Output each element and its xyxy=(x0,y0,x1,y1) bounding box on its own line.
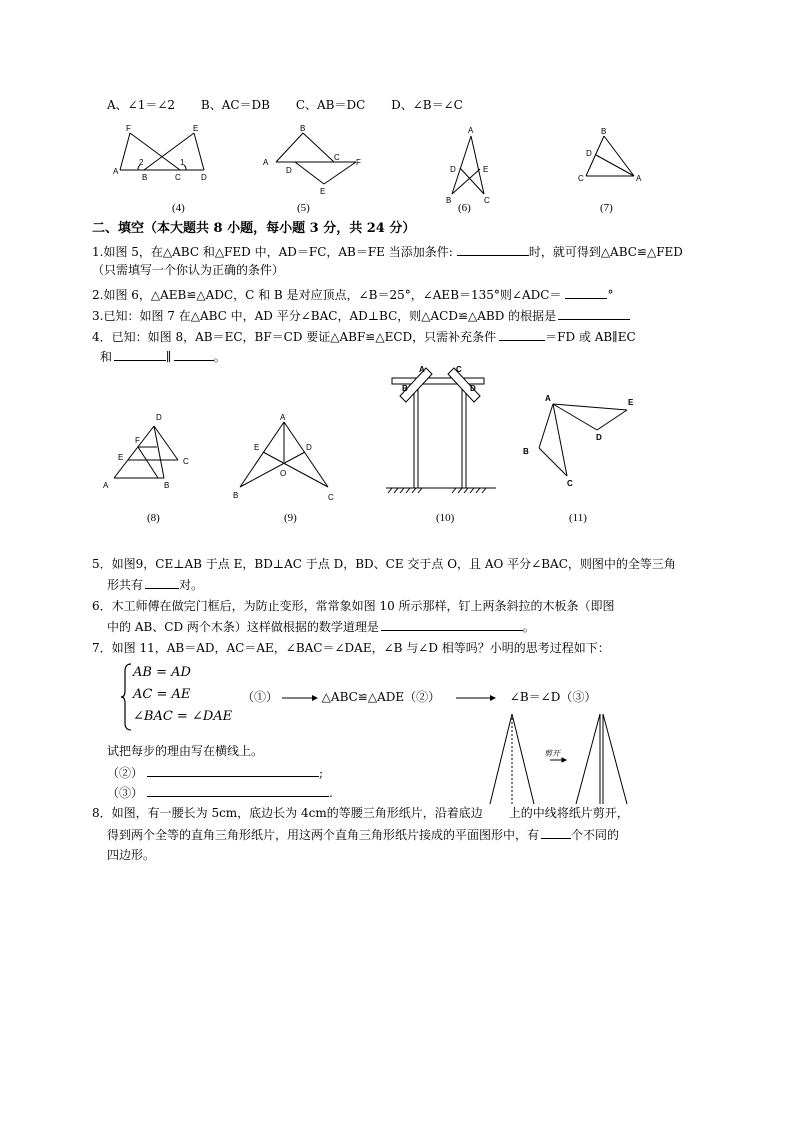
fig10-label-d: D xyxy=(470,384,476,393)
figure-11 xyxy=(515,388,645,493)
fig8-label-b: B xyxy=(164,481,170,490)
figure-6 xyxy=(440,124,500,206)
caption-4: (4) xyxy=(172,202,185,214)
fig6-label-b: B xyxy=(446,196,452,205)
section-2-title: 二、填空（本大题共 8 小题，每小题 3 分，共 24 分） xyxy=(92,221,416,236)
reason-2-blank[interactable] xyxy=(147,764,319,777)
fig4-label-1: 1 xyxy=(180,158,185,167)
fig8-label-d: D xyxy=(156,413,162,422)
option-d: D、∠B＝∠C xyxy=(391,98,463,112)
fig5-label-b: B xyxy=(300,124,306,133)
question-4-line-2: 和 ∥ 。 xyxy=(100,350,226,364)
question-8-line-3: 四边形。 xyxy=(107,848,156,862)
q1-answer-blank[interactable] xyxy=(457,243,529,256)
fig5-label-c: C xyxy=(334,153,340,162)
fig7-label-b: B xyxy=(601,127,607,136)
fig4-label-2: 2 xyxy=(139,158,144,167)
equation-1: AB = AD xyxy=(133,665,191,680)
caption-8: (8) xyxy=(147,512,160,524)
fig6-label-e: E xyxy=(483,165,489,174)
fig8-label-f: F xyxy=(135,436,140,445)
fig4-label-e: E xyxy=(193,124,199,133)
fig4-label-f: F xyxy=(126,124,131,133)
fig6-label-a: A xyxy=(468,126,474,135)
caption-11: (11) xyxy=(569,512,587,524)
fig5-label-d: D xyxy=(286,166,292,175)
fig10-label-c: C xyxy=(456,365,462,374)
answer-options xyxy=(107,97,463,113)
question-8-line-1: 8．如图，有一腰长为 5cm，底边长为 4cm的等腰三角形纸片，沿着底边 上的中线将纸片剪开， xyxy=(92,806,629,820)
caption-7: (7) xyxy=(600,202,613,214)
step-2: △ABC≌△ADE（②） xyxy=(321,690,441,704)
fig4-label-a: A xyxy=(113,167,119,176)
fig9-label-o: O xyxy=(280,469,287,478)
step-1: （①） xyxy=(242,690,279,704)
fig10-label-a: A xyxy=(419,365,425,374)
question-8-line-2: 得到两个全等的直角三角形纸片，用这两个直角三角形纸片接成的平面图形中，有 个不同的 xyxy=(107,828,620,842)
figure-10 xyxy=(386,360,496,495)
reason-3-blank[interactable] xyxy=(147,784,329,797)
figure-isosceles-cut xyxy=(484,712,644,812)
caption-6: (6) xyxy=(458,202,471,214)
fig11-label-b: B xyxy=(523,447,529,456)
fig9-label-e: E xyxy=(254,443,260,452)
option-a: A、∠1＝∠2 xyxy=(107,98,176,112)
fig4-label-d: D xyxy=(201,173,207,182)
figure-5 xyxy=(260,122,370,204)
question-3: 3.已知：如图 7 在△ABC 中，AD 平分∠BAC，AD⊥BC，则△ACD≌△ABD 的根据是 xyxy=(92,307,630,324)
fig8-label-e: E xyxy=(118,453,124,462)
question-7-instruction: 试把每步的理由写在横线上。 xyxy=(107,744,264,758)
question-2: 2.如图 6，△AEB≌△ADC，C 和 B 是对应顶点，∠B＝25°，∠AEB＝135°则∠ADC＝ ° xyxy=(92,288,614,302)
figure-4 xyxy=(112,122,212,184)
question-5-line-1: 5．如图9，CE⊥AB 于点 E，BD⊥AC 于点 D，BD、CE 交于点 O，且 AO 平分∠BAC，则图中的全等三角 xyxy=(92,557,676,571)
q4-answer-blank-3[interactable] xyxy=(174,348,214,361)
q4-answer-blank-2[interactable] xyxy=(114,348,166,361)
fig9-label-b: B xyxy=(233,491,239,500)
fig9-label-c: C xyxy=(328,493,334,502)
fig7-label-d: D xyxy=(586,149,592,158)
question-4-line-1: 4．已知：如图 8，AB＝EC，BF＝CD 要证△ABF≌△ECD，只需补充条件 ＝FD 或 AB∥EC xyxy=(92,330,636,344)
question-7: 7．如图 11，AB＝AD，AC＝AE，∠BAC＝∠DAE，∠B 与∠D 相等吗？小明的思考过程如下： xyxy=(92,641,610,655)
caption-5: (5) xyxy=(297,202,310,214)
fig6-label-d: D xyxy=(450,165,456,174)
fig11-label-a: A xyxy=(545,394,551,403)
fig10-label-b: B xyxy=(402,384,408,393)
arrow-icon xyxy=(282,693,318,703)
reason-3-line: （③） . xyxy=(107,786,333,800)
question-6-line-2: 中的 AB、CD 两个木条）这样做根据的数学道理是 。 xyxy=(107,620,535,634)
fig7-label-c: C xyxy=(578,174,584,183)
figure-9 xyxy=(228,412,343,504)
fig5-label-e: E xyxy=(320,187,326,196)
q2-answer-blank[interactable] xyxy=(565,286,607,299)
fig9-label-a: A xyxy=(280,413,286,422)
option-b: B、AC＝DB xyxy=(200,98,270,112)
q8-answer-blank[interactable] xyxy=(541,826,571,839)
reasoning-chain xyxy=(242,689,596,705)
figure-7 xyxy=(570,124,650,186)
question-1-line-1: 1.如图 5，在△ABC 和△FED 中，AD＝FC，AB＝FE 当添加条件: 时，就可得到△ABC≌△FED xyxy=(92,245,683,259)
fig8-label-a: A xyxy=(103,481,109,490)
question-1-line-2: （只需填写一个你认为正确的条件） xyxy=(92,263,285,277)
option-c: C、AB＝DC xyxy=(295,98,366,112)
fig9-label-d: D xyxy=(306,443,312,452)
question-6-line-1: 6．木工师傅在做完门框后，为防止变形，常常象如图 10 所示那样，钉上两条斜拉的木板条（即图 xyxy=(92,599,615,613)
fig11-label-e: E xyxy=(628,398,634,407)
reason-2-line: （②） ; xyxy=(107,766,324,780)
q6-answer-blank[interactable] xyxy=(381,618,523,631)
step-3: ∠B＝∠D（③） xyxy=(509,690,597,704)
q3-answer-blank[interactable] xyxy=(558,307,630,320)
arrow-icon xyxy=(456,693,496,703)
caption-9: (9) xyxy=(284,512,297,524)
system-equations xyxy=(133,662,232,728)
fig6-label-c: C xyxy=(484,196,490,205)
fig5-label-f: F xyxy=(356,158,361,167)
question-5-line-2: 形共有 对。 xyxy=(107,578,204,592)
fig5-label-a: A xyxy=(263,158,269,167)
q5-answer-blank[interactable] xyxy=(145,576,179,589)
figure-8 xyxy=(100,408,200,493)
fig4-label-c: C xyxy=(175,173,181,182)
fig11-label-d: D xyxy=(596,433,602,442)
q4-answer-blank-1[interactable] xyxy=(499,328,545,341)
fig4-label-b: B xyxy=(142,173,148,182)
equation-3: ∠BAC = ∠DAE xyxy=(133,709,233,724)
system-brace xyxy=(121,663,133,731)
equation-2: AC = AE xyxy=(133,687,191,702)
cut-arrow-label: 剪开 xyxy=(544,749,560,758)
fig8-label-c: C xyxy=(183,457,189,466)
fig7-label-a: A xyxy=(636,174,642,183)
fig11-label-c: C xyxy=(567,479,573,488)
caption-10: (10) xyxy=(436,512,455,524)
